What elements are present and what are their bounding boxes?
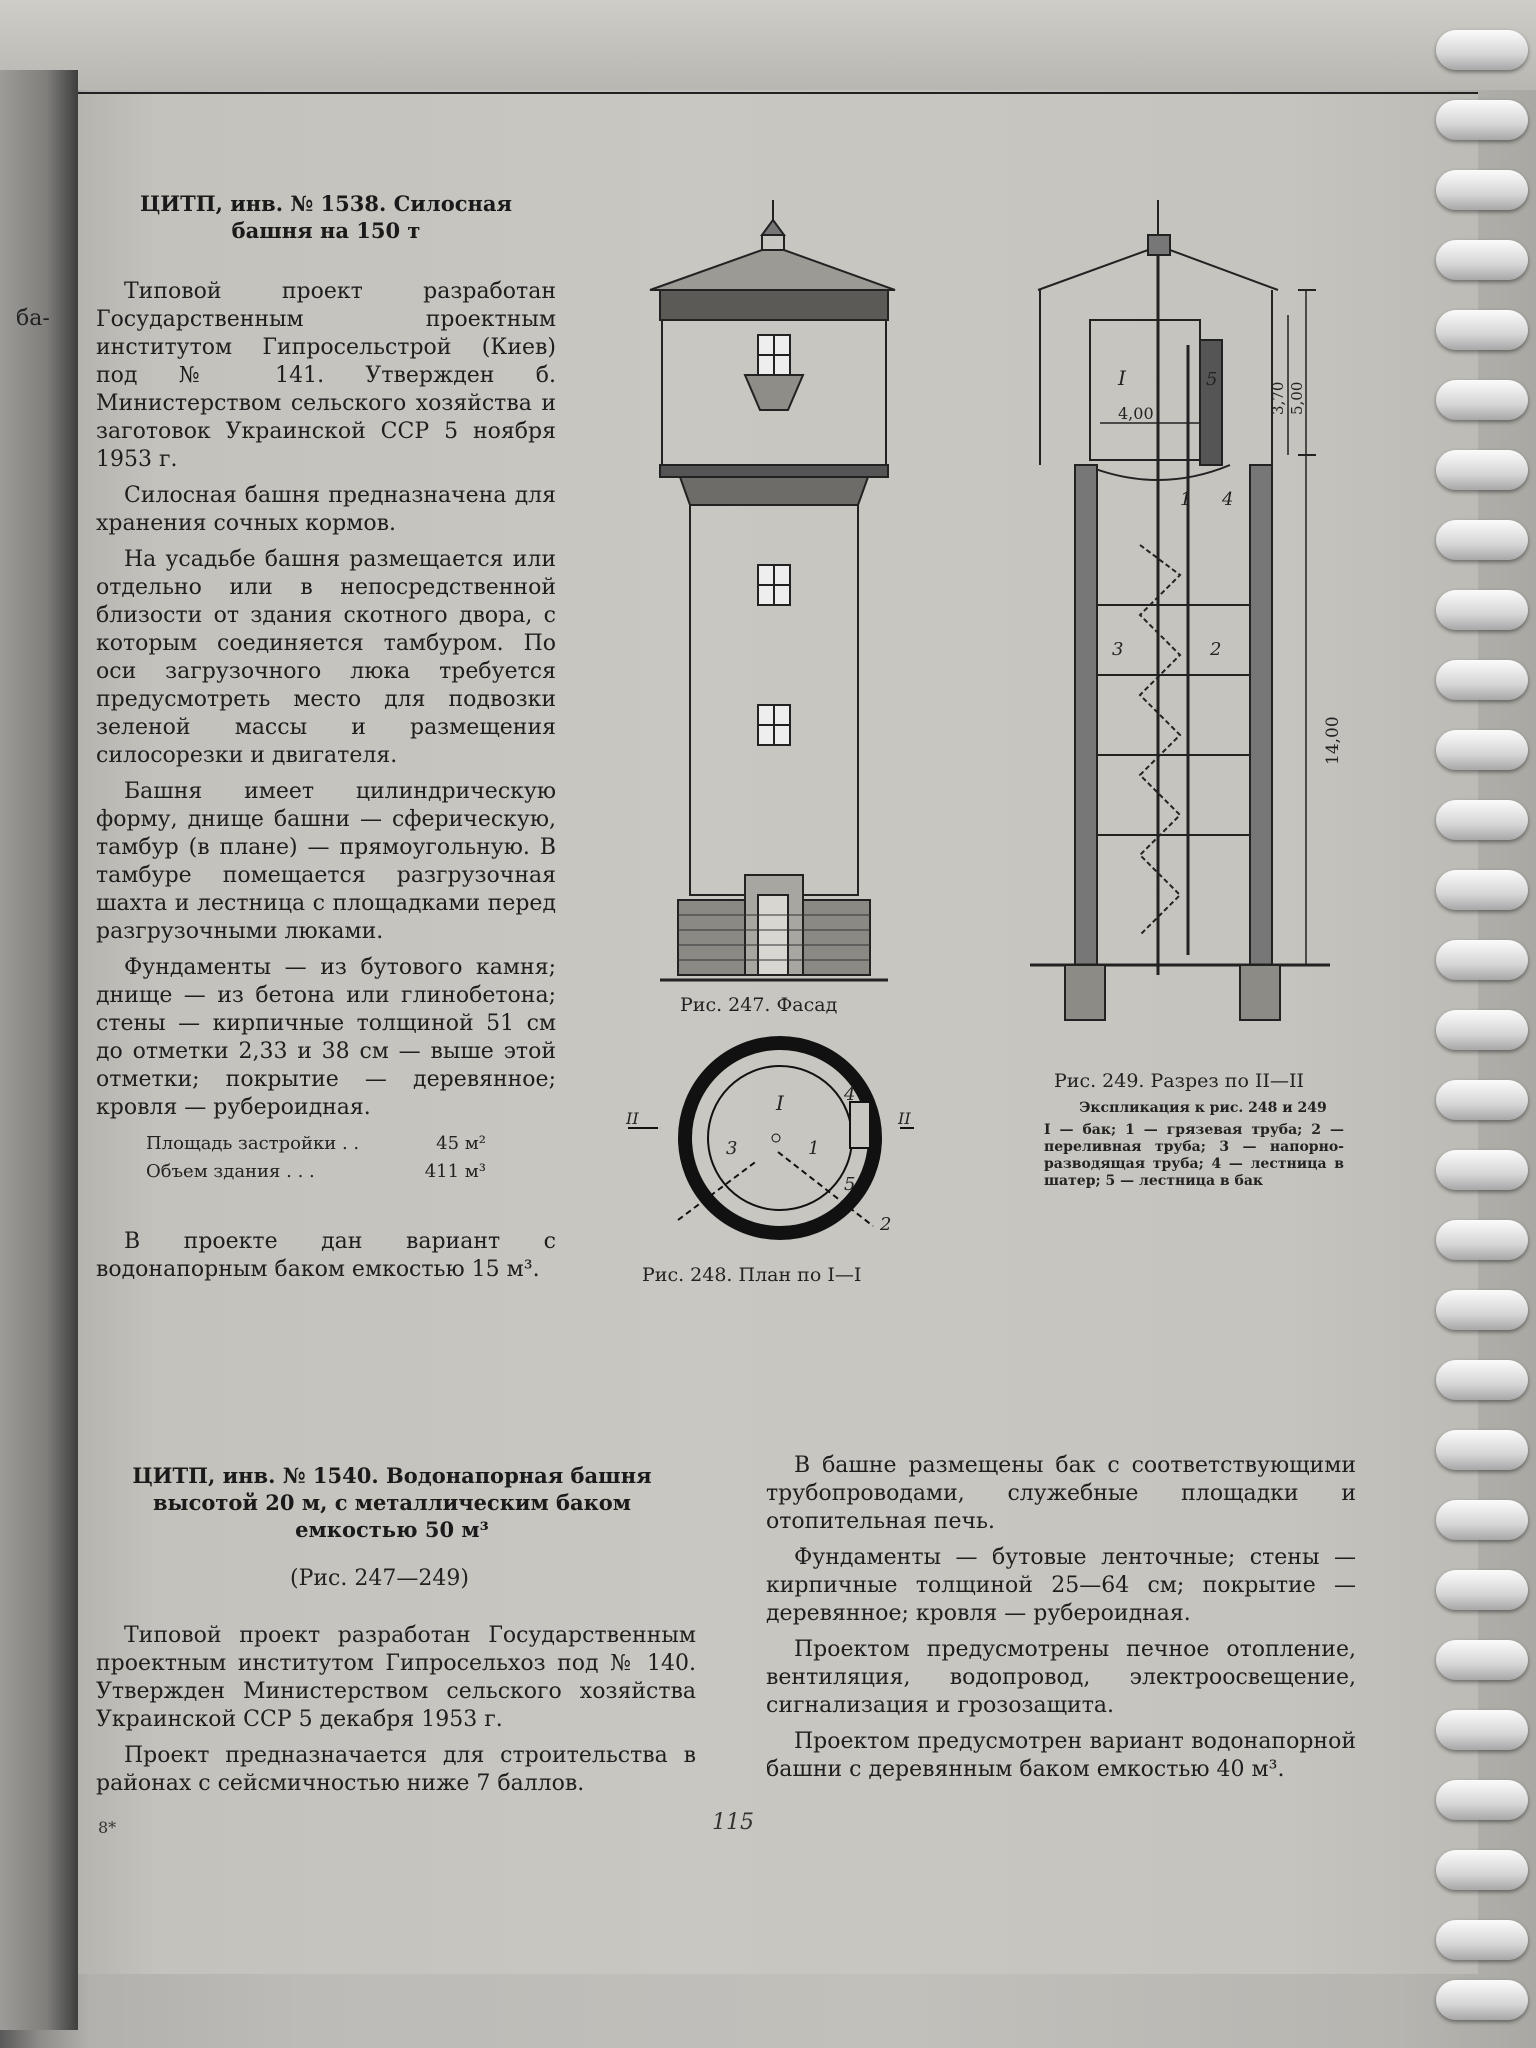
plan-label-1: 1	[808, 1138, 820, 1159]
section-label-5: 5	[1206, 369, 1218, 390]
section-label-3: 3	[1112, 639, 1124, 660]
plan-section-right: II	[898, 1109, 911, 1128]
section2-paragraph: Типовой проект разработан Государственным проектным институтом Гипросельхоз под № 140. Утвержден Министерством сельского хозяйства Украинской ССР 5 декабря 1953 г.	[96, 1623, 696, 1732]
figure-247-facade	[640, 195, 900, 985]
section2-heading-line3: емкостью 50 м³	[295, 1517, 489, 1542]
figure-249-section	[1030, 195, 1360, 1035]
section1-heading-line2: башня на 150 т	[231, 218, 421, 243]
figure-248-plan	[618, 1030, 918, 1255]
spec-row: Объем здания . . . 411 м³	[146, 1161, 486, 1182]
dim-500: 5,00	[1288, 381, 1306, 415]
plan-label-4: 4	[844, 1084, 856, 1105]
top-page-edge	[0, 0, 1536, 90]
section1-paragraph: Типовой проект разработан Государственным проектным институтом Гипросельстрой (Киев) под № 141. Утвержден б. Министерством сельского хозяйства и заготовок Украинской ССР 5 ноября 1953 г.	[96, 279, 556, 472]
specs-table	[146, 1130, 486, 1186]
dim-1400: 14,00	[1323, 716, 1343, 765]
section2-paragraph: Проектом предусмотрены печное отопление, вентиляция, водопровод, электроосвещение, сигнализация и грозозащита.	[766, 1637, 1356, 1718]
dim-400: 4,00	[1118, 404, 1154, 423]
left-page-fragment: ба-	[16, 306, 50, 331]
explication-title: Экспликация к рис. 248 и 249	[1079, 1100, 1327, 1116]
section2-paragraph: Проект предназначается для строительства в районах с сейсмичностью ниже 7 баллов.	[96, 1743, 696, 1796]
section1-body	[96, 278, 556, 1130]
figure-248-caption: Рис. 248. План по I—I	[642, 1264, 862, 1286]
section-label-1: 1	[1180, 489, 1192, 510]
section1-paragraph: На усадьбе башня размещается или отдельно или в непосредственной близости от здания скотного двора, с которым соединяется тамбуром. По оси загрузочного люка требуется предусмотреть место для подвозки зеленой массы и размещения силосорезки и двигателя.	[96, 547, 556, 768]
plan-label-2: 2	[880, 1214, 892, 1235]
left-page-edge	[0, 70, 78, 2030]
plan-label-3: 3	[726, 1138, 738, 1159]
section1-variant	[96, 1228, 556, 1292]
section1-paragraph: Башня имеет цилиндрическую форму, днище башни — сферическую, тамбур (в плане) — прямоугольную. В тамбуре помещается разгрузочная шахта и лестница с площадками перед разгрузочными люками.	[96, 779, 556, 944]
section-label-2: 2	[1210, 639, 1222, 660]
explication-text: I — бак; 1 — грязевая труба; 2 — переливная труба; 3 — напорно-разводящая труба; 4 — лестница в шатер; 5 — лестница в бак	[1044, 1122, 1344, 1189]
section2-paragraph: Фундаменты — бутовые ленточные; стены — кирпичные толщиной 25—64 см; покрытие — деревянное; кровля — рубероидная.	[766, 1545, 1356, 1626]
section2-heading-line2: высотой 20 м, с металлическим баком	[152, 1490, 632, 1515]
page-number: 115	[712, 1810, 754, 1835]
section1-heading-line1: ЦИТП, инв. № 1538. Силосная	[140, 191, 512, 216]
section2-body-left	[96, 1622, 696, 1806]
section2-figref: (Рис. 247—249)	[290, 1566, 469, 1591]
plan-section-left: II	[626, 1109, 639, 1128]
figure-247-caption: Рис. 247. Фасад	[680, 994, 838, 1016]
section-label-4: 4	[1222, 489, 1234, 510]
section1-heading	[96, 190, 556, 244]
spiral-binding	[1426, 20, 1536, 2030]
section1-paragraph: Фундаменты — из бутового камня; днище — из бетона или глинобетона; стены — кирпичные толщиной 51 см до отметки 2,33 и 38 см — выше этой отметки; покрытие — деревянное; кровля — рубероидная.	[96, 955, 556, 1120]
variant-paragraph: В проекте дан вариант с водонапорным баком емкостью 15 м³.	[96, 1229, 556, 1282]
spec-row: Площадь застройки . . 45 м²	[146, 1133, 486, 1154]
section2-paragraph: В башне размещены бак с соответствующими трубопроводами, служебные площадки и отопительная печь.	[766, 1453, 1356, 1534]
section2-paragraph: Проектом предусмотрен вариант водонапорной башни с деревянным баком емкостью 40 м³.	[766, 1729, 1356, 1782]
plan-label-5: 5	[844, 1174, 856, 1195]
signature-mark: 8*	[98, 1818, 117, 1837]
section2-heading	[92, 1462, 692, 1543]
section1-paragraph: Силосная башня предназначена для хранения сочных кормов.	[96, 483, 556, 536]
dim-370: 3,70	[1269, 381, 1287, 415]
plan-label-roman1: I	[776, 1091, 784, 1115]
section-label-roman1: I	[1118, 366, 1126, 390]
figure-249-caption: Рис. 249. Разрез по II—II	[1054, 1070, 1304, 1092]
section2-body-right	[766, 1452, 1356, 1792]
section2-heading-line1: ЦИТП, инв. № 1540. Водонапорная башня	[132, 1463, 652, 1488]
